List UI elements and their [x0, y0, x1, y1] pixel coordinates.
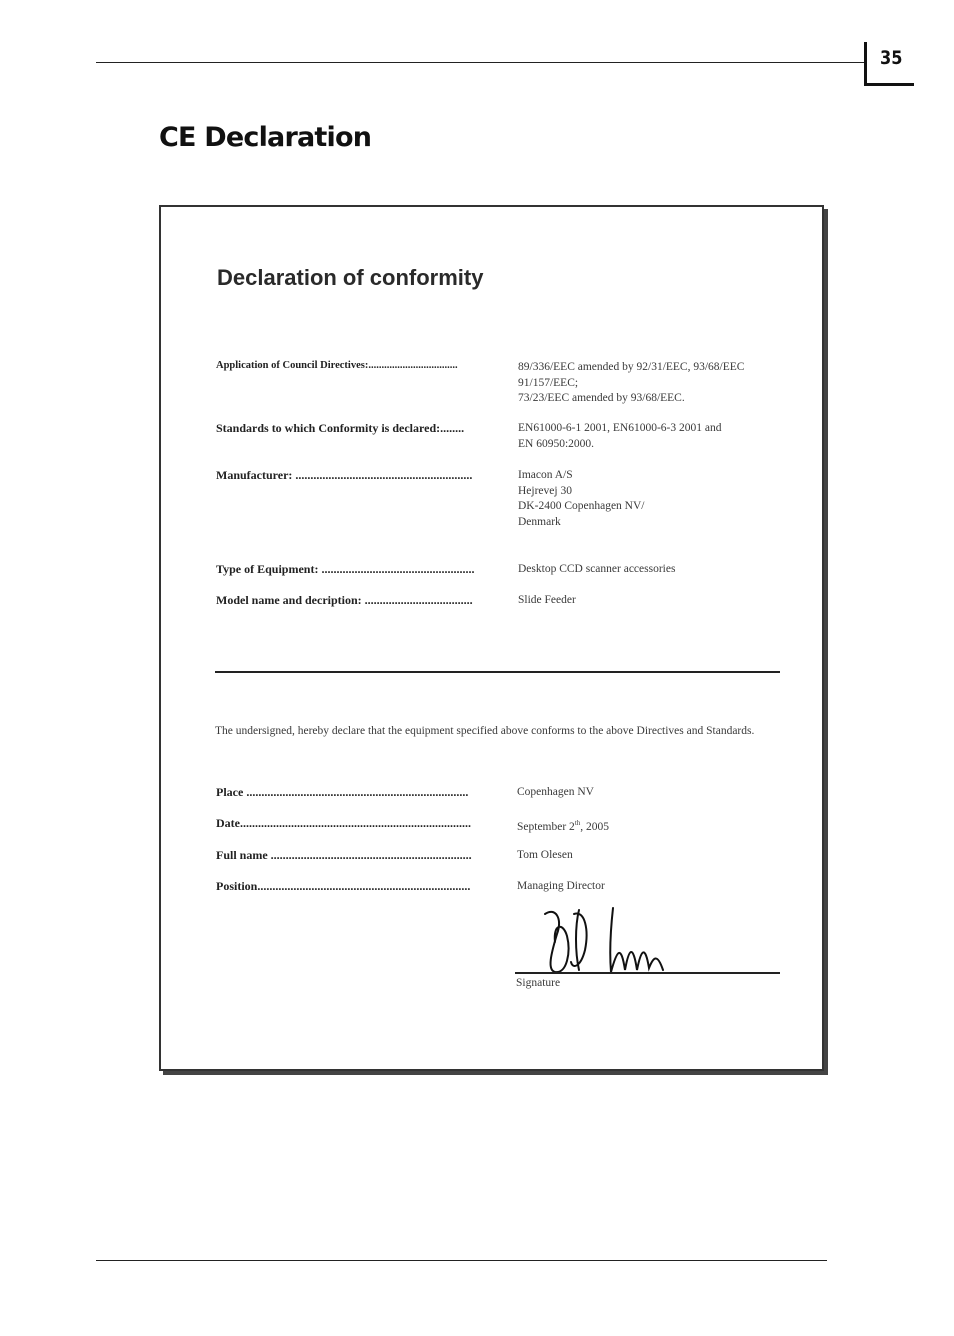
field-label: Type of Equipment: ...................................................: [216, 562, 475, 576]
declaration-divider: [215, 671, 780, 673]
field-label: Model name and decription: ....................................: [216, 593, 473, 607]
field-label: Standards to which Conformity is declared:........: [216, 421, 465, 435]
signoff-value: Tom Olesen: [517, 849, 573, 861]
signoff-label: Position.......................................................................: [216, 879, 471, 893]
value-line: Imacon A/S: [518, 469, 573, 481]
field-label: Application of Council Directives:..................................: [216, 360, 458, 371]
value-line: EN 60950:2000.: [518, 437, 595, 450]
section-title: CE Declaration: [159, 122, 372, 153]
signoff-value: Managing Director: [517, 880, 605, 892]
signature-line: [515, 972, 780, 974]
signoff-label: Date.............................................................................: [216, 816, 471, 830]
declaration-heading: Declaration of conformity: [217, 265, 484, 290]
date-main: September 2: [517, 820, 575, 833]
signoff-label: Full name ...................................................................: [216, 848, 472, 862]
value-line: Denmark: [518, 515, 561, 528]
field-value: [518, 421, 780, 452]
signoff-value: [517, 816, 779, 835]
value-line: 73/23/EEC amended by 93/68/EEC.: [518, 392, 685, 404]
field-label: Manufacturer: ...........................................................: [216, 468, 473, 482]
footer-rule: [96, 1260, 827, 1261]
value-line: 91/157/EEC;: [518, 376, 579, 389]
field-value: [518, 562, 780, 578]
handwritten-signature: [541, 904, 676, 979]
value-line: EN61000-6-1 2001, EN61000-6-3 2001 and: [518, 422, 722, 434]
signoff-label: Place ..........................................................................: [216, 785, 469, 799]
value-line: Hejrevej 30: [518, 484, 572, 497]
declaration-scan: [159, 205, 824, 1071]
header-rule: [96, 62, 866, 63]
field-value: [518, 468, 780, 530]
value-line: 89/336/EEC amended by 92/31/EEC, 93/68/EEC: [518, 361, 745, 373]
date-year: , 2005: [580, 820, 610, 833]
field-value: [518, 593, 780, 609]
signature-label: Signature: [516, 977, 561, 989]
signoff-value: Copenhagen NV: [517, 786, 594, 798]
page-number: 35: [880, 47, 903, 69]
field-value: [518, 360, 780, 407]
declaration-statement: The undersigned, hereby declare that the equipment specified above conforms to the above Directives and Standards.: [215, 725, 755, 737]
date-ordinal: th: [574, 819, 581, 827]
value-line: Desktop CCD scanner accessories: [518, 563, 676, 575]
value-line: Slide Feeder: [518, 594, 576, 606]
value-line: DK-2400 Copenhagen NV/: [518, 500, 645, 512]
